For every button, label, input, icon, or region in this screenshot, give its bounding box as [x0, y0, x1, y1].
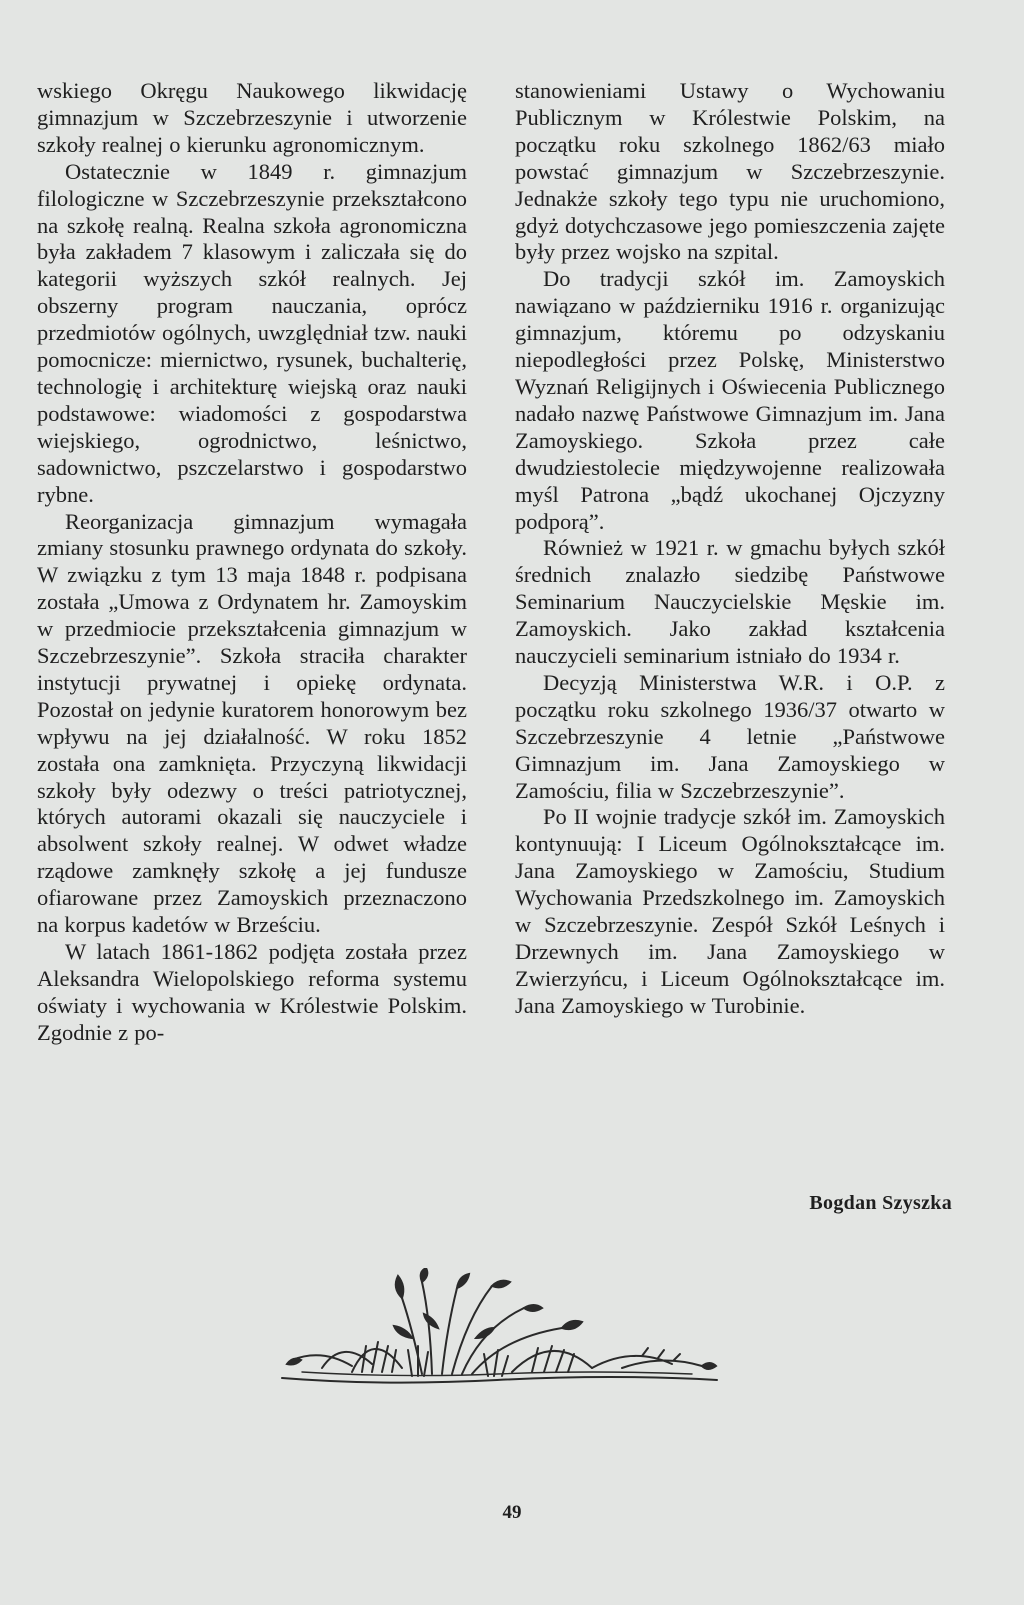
paragraph: Również w 1921 r. w gmachu byłych szkół średnich znalazło siedzibę Państwowe Seminarium Nauczycielskie Męskie im. Zamoyskich. Jako zakład kształcenia nauczycieli seminarium istniało do 1934 r. — [515, 535, 945, 669]
paragraph: Do tradycji szkół im. Zamoyskich nawiązano w październiku 1916 r. organizując gimnazjum, któremu po odzyskaniu niepodległości przez Polskę, Ministerstwo Wyznań Religijnych i Oświecenia Publicznego nadało nazwę Państwowe Gimnazjum im. Jana Zamoyskiego. Szkoła przez całe dwudziestolecie międzywojenne realizowała myśl Patrona „bądź ukochanej Ojczyzny podporą”. — [515, 266, 945, 534]
page-number: 49 — [502, 1502, 522, 1523]
paragraph: Decyzją Ministerstwa W.R. i O.P. z początku roku szkolnego 1936/37 otwarto w Szczebrzeszynie 4 letnie „Państwowe Gimnazjum im. Jana Zamoyskiego w Zamościu, filia w Szczebrzeszynie”. — [515, 669, 945, 803]
paragraph: Reorganizacja gimnazjum wymagała zmiany stosunku prawnego ordynata do szkoły. W związku z tym 13 maja 1848 r. podpisana została „Umowa z Ordynatem hr. Zamoyskim w przedmiocie przekształcenia gimnazjum w Szczebrzeszynie”. Szkoła straciła charakter instytucji prywatnej i opiekę ordynata. Pozostał on jedynie kuratorem honorowym bez wpływu na jej działalność. W roku 1852 została ona zamknięta. Przyczyną likwidacji szkoły były odezwy o treści patriotycznej, których autorami okazali się nauczyciele i absolwent szkoły realnej. W odwet władze rządowe zamknęły szkołę a jej fundusze ofiarowane przez Zamoyskich przeznaczono na korpus kadetów w Brześciu. — [37, 508, 467, 938]
paragraph: stanowieniami Ustawy o Wychowaniu Publicznym w Królestwie Polskim, na początku roku szkolnego 1862/63 miało powstać gimnazjum w Szczebrzeszynie. Jednakże szkoły tego typu nie uruchomiono, gdyż dotychczasowe jego pomieszczenia zajęte były przez wojsko na szpital. — [515, 78, 945, 265]
floral-leaf-ornament-icon — [262, 1268, 732, 1398]
right-column — [515, 78, 945, 1020]
left-column — [37, 78, 467, 1047]
paragraph: W latach 1861-1862 podjęta została przez Aleksandra Wielopolskiego reforma systemu oświaty i wychowania w Królestwie Polskim. Zgodnie z po- — [37, 939, 467, 1045]
paragraph: wskiego Okręgu Naukowego likwidację gimnazjum w Szczebrzeszynie i utworzenie szkoły realnej o kierunku agronomicznym. — [37, 78, 467, 157]
author-signature: Bogdan Szyszka — [809, 1192, 952, 1214]
paragraph: Po II wojnie tradycje szkół im. Zamoyskich kontynuują: I Liceum Ogólnokształcące im. Jana Zamoyskiego w Zamościu, Studium Wychowania Przedszkolnego im. Zamoyskich w Szczebrzeszynie. Zespół Szkół Leśnych i Drzewnych im. Jana Zamoyskiego w Zwierzyńcu, i Liceum Ogólnokształcące im. Jana Zamoyskiego w Turobinie. — [515, 804, 945, 1018]
paragraph: Ostatecznie w 1849 r. gimnazjum filologiczne w Szczebrzeszynie przekształcono na szkołę realną. Realna szkoła agronomiczna była zakładem 7 klasowym i zaliczała się do kategorii wyższych szkół realnych. Jej obszerny program nauczania, oprócz przedmiotów ogólnych, uwzględniał tzw. nauki pomocnicze: miernictwo, rysunek, buchalterię, technologię i architekturę wiejską oraz nauki podstawowe: wiadomości z gospodarstwa wiejskiego, ogrodnictwo, leśnictwo, sadownictwo, pszczelarstwo i gospodarstwo rybne. — [37, 158, 467, 507]
